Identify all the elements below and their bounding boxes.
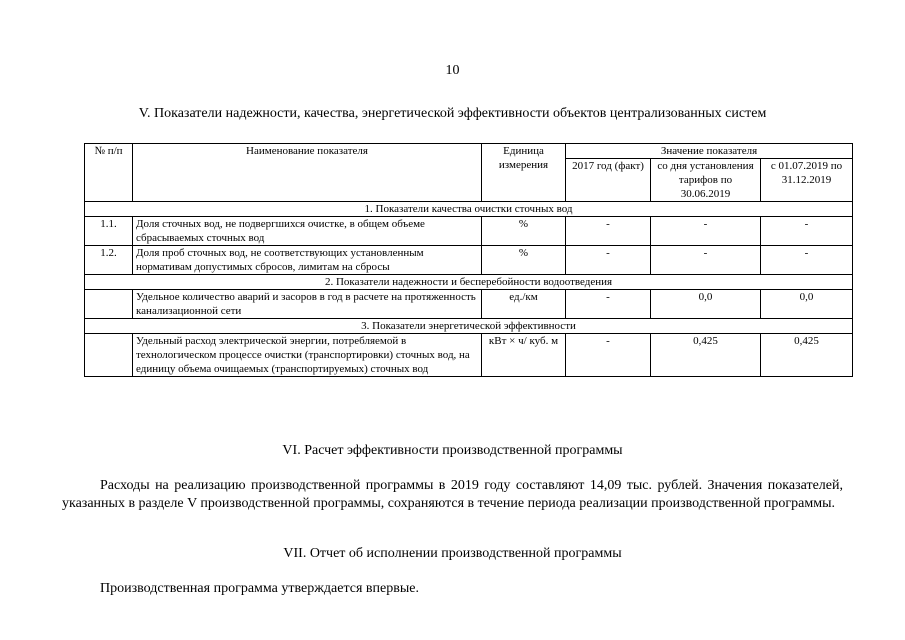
cell-from: - xyxy=(651,217,761,246)
table-section-row: 3. Показатели энергетической эффективности xyxy=(85,319,853,334)
cell-num xyxy=(85,290,133,319)
cell-num xyxy=(85,334,133,377)
cell-unit: % xyxy=(482,217,566,246)
section-6-paragraph: Расходы на реализацию производственной программы в 2019 году составляют 14,09 тыс. рублей. Значения показателей, указанных в разделе V производственной программы, сохраняются в течение периода реализации производственной программы. xyxy=(62,478,843,511)
header-2017: 2017 год (факт) xyxy=(566,159,651,202)
cell-2017: - xyxy=(566,334,651,377)
cell-name: Доля сточных вод, не подвергшихся очистке, в общем объеме сбрасываемых сточных вод xyxy=(133,217,482,246)
cell-to: - xyxy=(761,217,853,246)
cell-num: 1.2. xyxy=(85,246,133,275)
cell-from: 0,425 xyxy=(651,334,761,377)
cell-2017: - xyxy=(566,246,651,275)
cell-unit: кВт × ч/ куб. м xyxy=(482,334,566,377)
header-from: со дня установления тарифов по 30.06.2019 xyxy=(651,159,761,202)
table-row xyxy=(85,217,853,246)
cell-2017: - xyxy=(566,217,651,246)
indicators-table xyxy=(84,143,853,377)
cell-name: Доля проб сточных вод, не соответствующих установленным нормативам допустимых сбросов, лимитам на сбросы xyxy=(133,246,482,275)
cell-from: - xyxy=(651,246,761,275)
section-7-paragraph: Производственная программа утверждается впервые. xyxy=(100,581,419,596)
header-name: Наименование показателя xyxy=(133,144,482,202)
section-5-title: V. Показатели надежности, качества, энергетической эффективности объектов централизованных систем xyxy=(138,106,767,121)
section-7-title: VII. Отчет об исполнении производственной программы xyxy=(283,546,622,561)
table-row xyxy=(85,290,853,319)
cell-unit: % xyxy=(482,246,566,275)
cell-to: 0,0 xyxy=(761,290,853,319)
cell-name: Удельное количество аварий и засоров в год в расчете на протяженность канализационной сети xyxy=(133,290,482,319)
cell-to: 0,425 xyxy=(761,334,853,377)
header-value-group: Значение показателя xyxy=(566,144,853,159)
table-section-row: 1. Показатели качества очистки сточных вод xyxy=(85,202,853,217)
table-row xyxy=(85,334,853,377)
table-section-row: 2. Показатели надежности и бесперебойности водоотведения xyxy=(85,275,853,290)
cell-name: Удельный расход электрической энергии, потребляемой в технологическом процессе очистки (транспортировки) сточных вод, на единицу объема очищаемых (транспортируемых) сточных вод xyxy=(133,334,482,377)
cell-to: - xyxy=(761,246,853,275)
table-row xyxy=(85,246,853,275)
cell-unit: ед./км xyxy=(482,290,566,319)
table-header-row xyxy=(85,144,853,159)
page-number: 10 xyxy=(445,63,460,78)
cell-2017: - xyxy=(566,290,651,319)
header-to: с 01.07.2019 по 31.12.2019 xyxy=(761,159,853,202)
section-6-title: VI. Расчет эффективности производственной программы xyxy=(282,443,623,458)
header-num: № п/п xyxy=(85,144,133,202)
header-unit: Единица измерения xyxy=(482,144,566,202)
cell-num: 1.1. xyxy=(85,217,133,246)
cell-from: 0,0 xyxy=(651,290,761,319)
